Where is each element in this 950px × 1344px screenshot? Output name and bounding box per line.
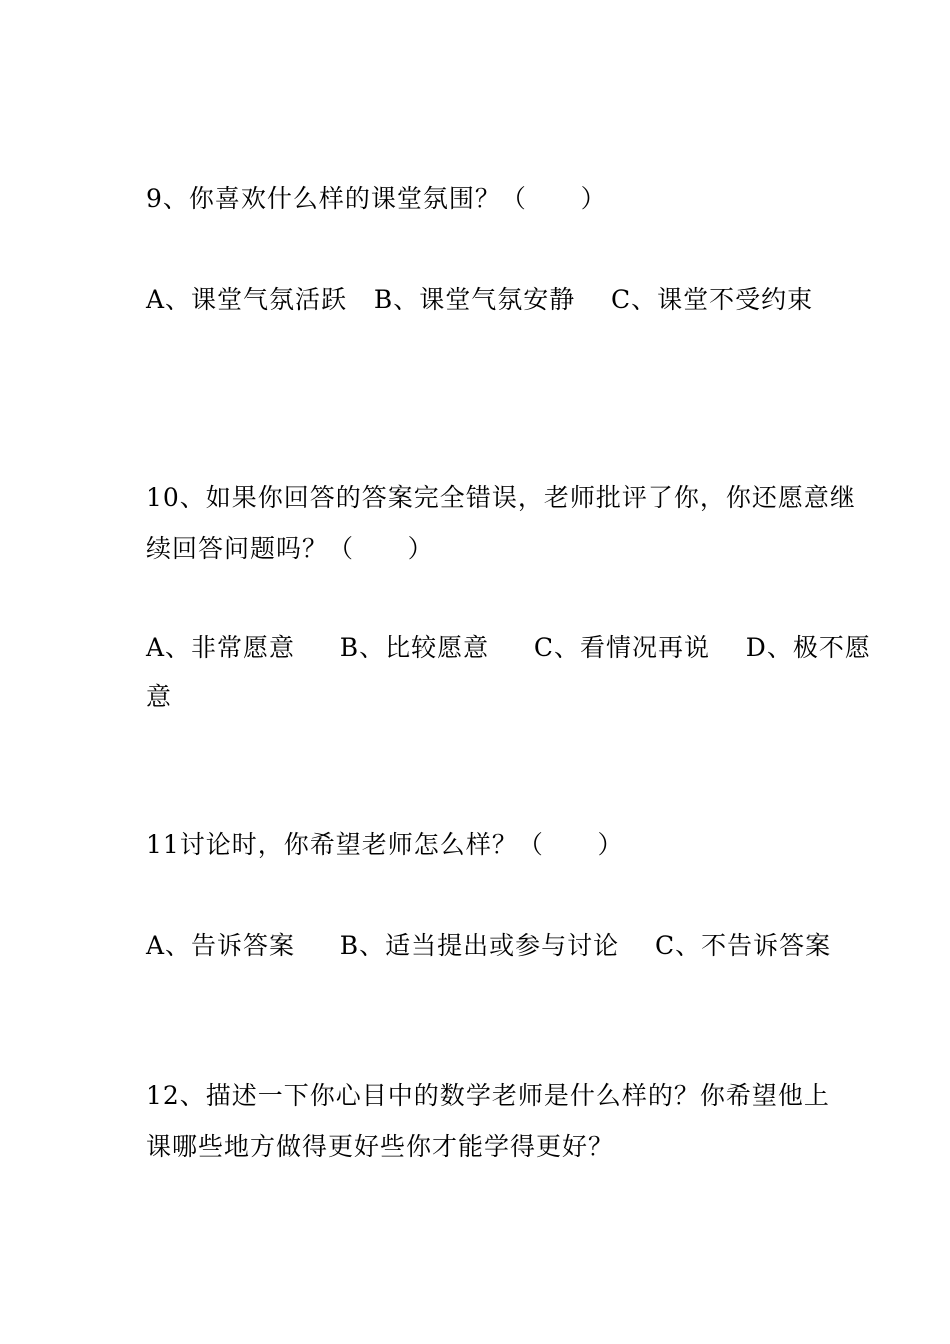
question-11-options: A、告诉答案 B、适当提出或参与讨论 C、不告诉答案 xyxy=(146,931,832,960)
question-10-options-line-1: A、非常愿意 B、比较愿意 C、看情况再说 D、极不愿 xyxy=(146,633,871,662)
question-12-text-line-2: 课哪些地方做得更好些你才能学得更好？ xyxy=(146,1132,615,1161)
question-10-text-line-2: 续回答问题吗？（ ） xyxy=(146,534,434,563)
question-10-options-line-2: 意 xyxy=(146,682,173,711)
question-11-text: 11讨论时，你希望老师怎么样？（ ） xyxy=(146,830,624,859)
question-9-text: 9、你喜欢什么样的课堂氛围？（ ） xyxy=(146,184,607,213)
question-10-text-line-1: 10、如果你回答的答案完全错误，老师批评了你，你还愿意继 xyxy=(146,483,856,512)
question-12-text-line-1: 12、描述一下你心目中的数学老师是什么样的？你希望他上 xyxy=(146,1081,830,1110)
question-9-options: A、课堂气氛活跃 B、课堂气氛安静 C、课堂不受约束 xyxy=(146,285,814,314)
